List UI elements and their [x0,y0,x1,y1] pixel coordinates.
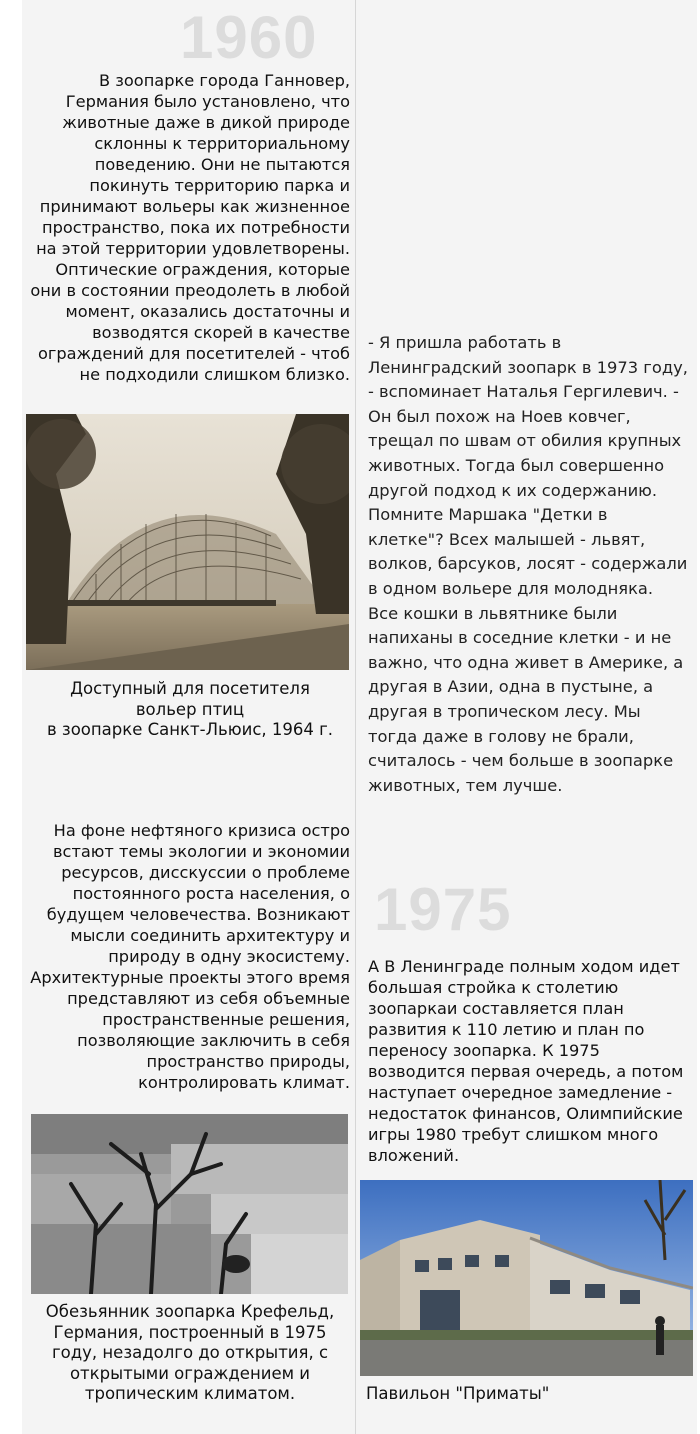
caption-line: Доступный для посетителя [70,679,310,698]
photo-monkey-house [31,1114,348,1294]
photo-bird-aviary [26,414,349,670]
caption-line: тропическим климатом. [84,1384,296,1403]
column-divider [355,0,356,1434]
caption-line: в зоопарке Санкт-Льюис, 1964 г. [46,720,334,739]
photo-primates-pavilion [360,1180,693,1376]
paragraph-crisis: На фоне нефтяного кризиса остро встают темы экологии и экономии ресурсов, дисскуссии о проблеме постоянного роста населения, о будущем человечества. Возникают мысли соединить архитектуру и природу в одну экосистему. Архитектурные проекты этого время представляют из себя объемные пространственные решения, позволяющие заключить в себя пространство природы, контролировать климат. [30,821,350,1092]
caption-line: году, незадолго до открытия, с [51,1343,329,1362]
caption-primates: Павильон "Приматы" [366,1384,550,1403]
caption-line: Германия, построенный в 1975 [53,1322,327,1342]
year-1960: 1960 [180,4,318,71]
caption-krefeld [30,1302,350,1405]
paragraph-hannover: В зоопарке города Ганновер, Германия было установлено, что животные даже в дикой природе склонны к территориальному поведению. Они не пытаются покинуть территорию парка и принимают вольеры как жизненное пространство, пока их потребности на этой территории удовлетворены. Оптические ограждения, которые они в состоянии преодолеть в любой момент, оказались достаточны и возводятся скорей в качестве ограждений для посетителей - чтоб не подходили слишком близко. [30,71,350,384]
caption-stlouis [40,679,340,741]
year-1975: 1975 [374,876,512,943]
quote-gergilevich: - Я пришла работать в Ленинградский зоопарк в 1973 году, - вспоминает Наталья Гергилевич. - Он был похож на Ноев ковчег, трещал по швам от обилия крупных животных. Тогда был совершенно другой подход к их содержанию. Помните Маршака "Детки в клетке"? Всех малышей - львят, волков, барсуков, лосят - содержали в одном вольере для молодняка. Все кошки в львятнике были напиханы в соседние клетки - и не важно, что одна живет в Америке, а другая в Азии, одна в пустыне, а другая в тропическом лесу. Мы тогда даже в голову не брали, считалось - чем больше в зоопарке животных, тем лучше. [368,333,688,795]
paragraph-leningrad: А В Ленинграде полным ходом идет большая стройка к столетию зоопаркаи составляется план развития к 110 летию и план по переносу зоопарка. К 1975 возводится первая очередь, а потом наступает очередное замедление - недостаток финансов, Олимпийские игры 1980 требут слишком много вложений. [368,957,684,1165]
caption-line: открытыми ограждением и [69,1363,311,1383]
caption-line: вольер птиц [135,699,245,719]
caption-line: Обезьянник зоопарка Крефельд, [45,1302,335,1321]
